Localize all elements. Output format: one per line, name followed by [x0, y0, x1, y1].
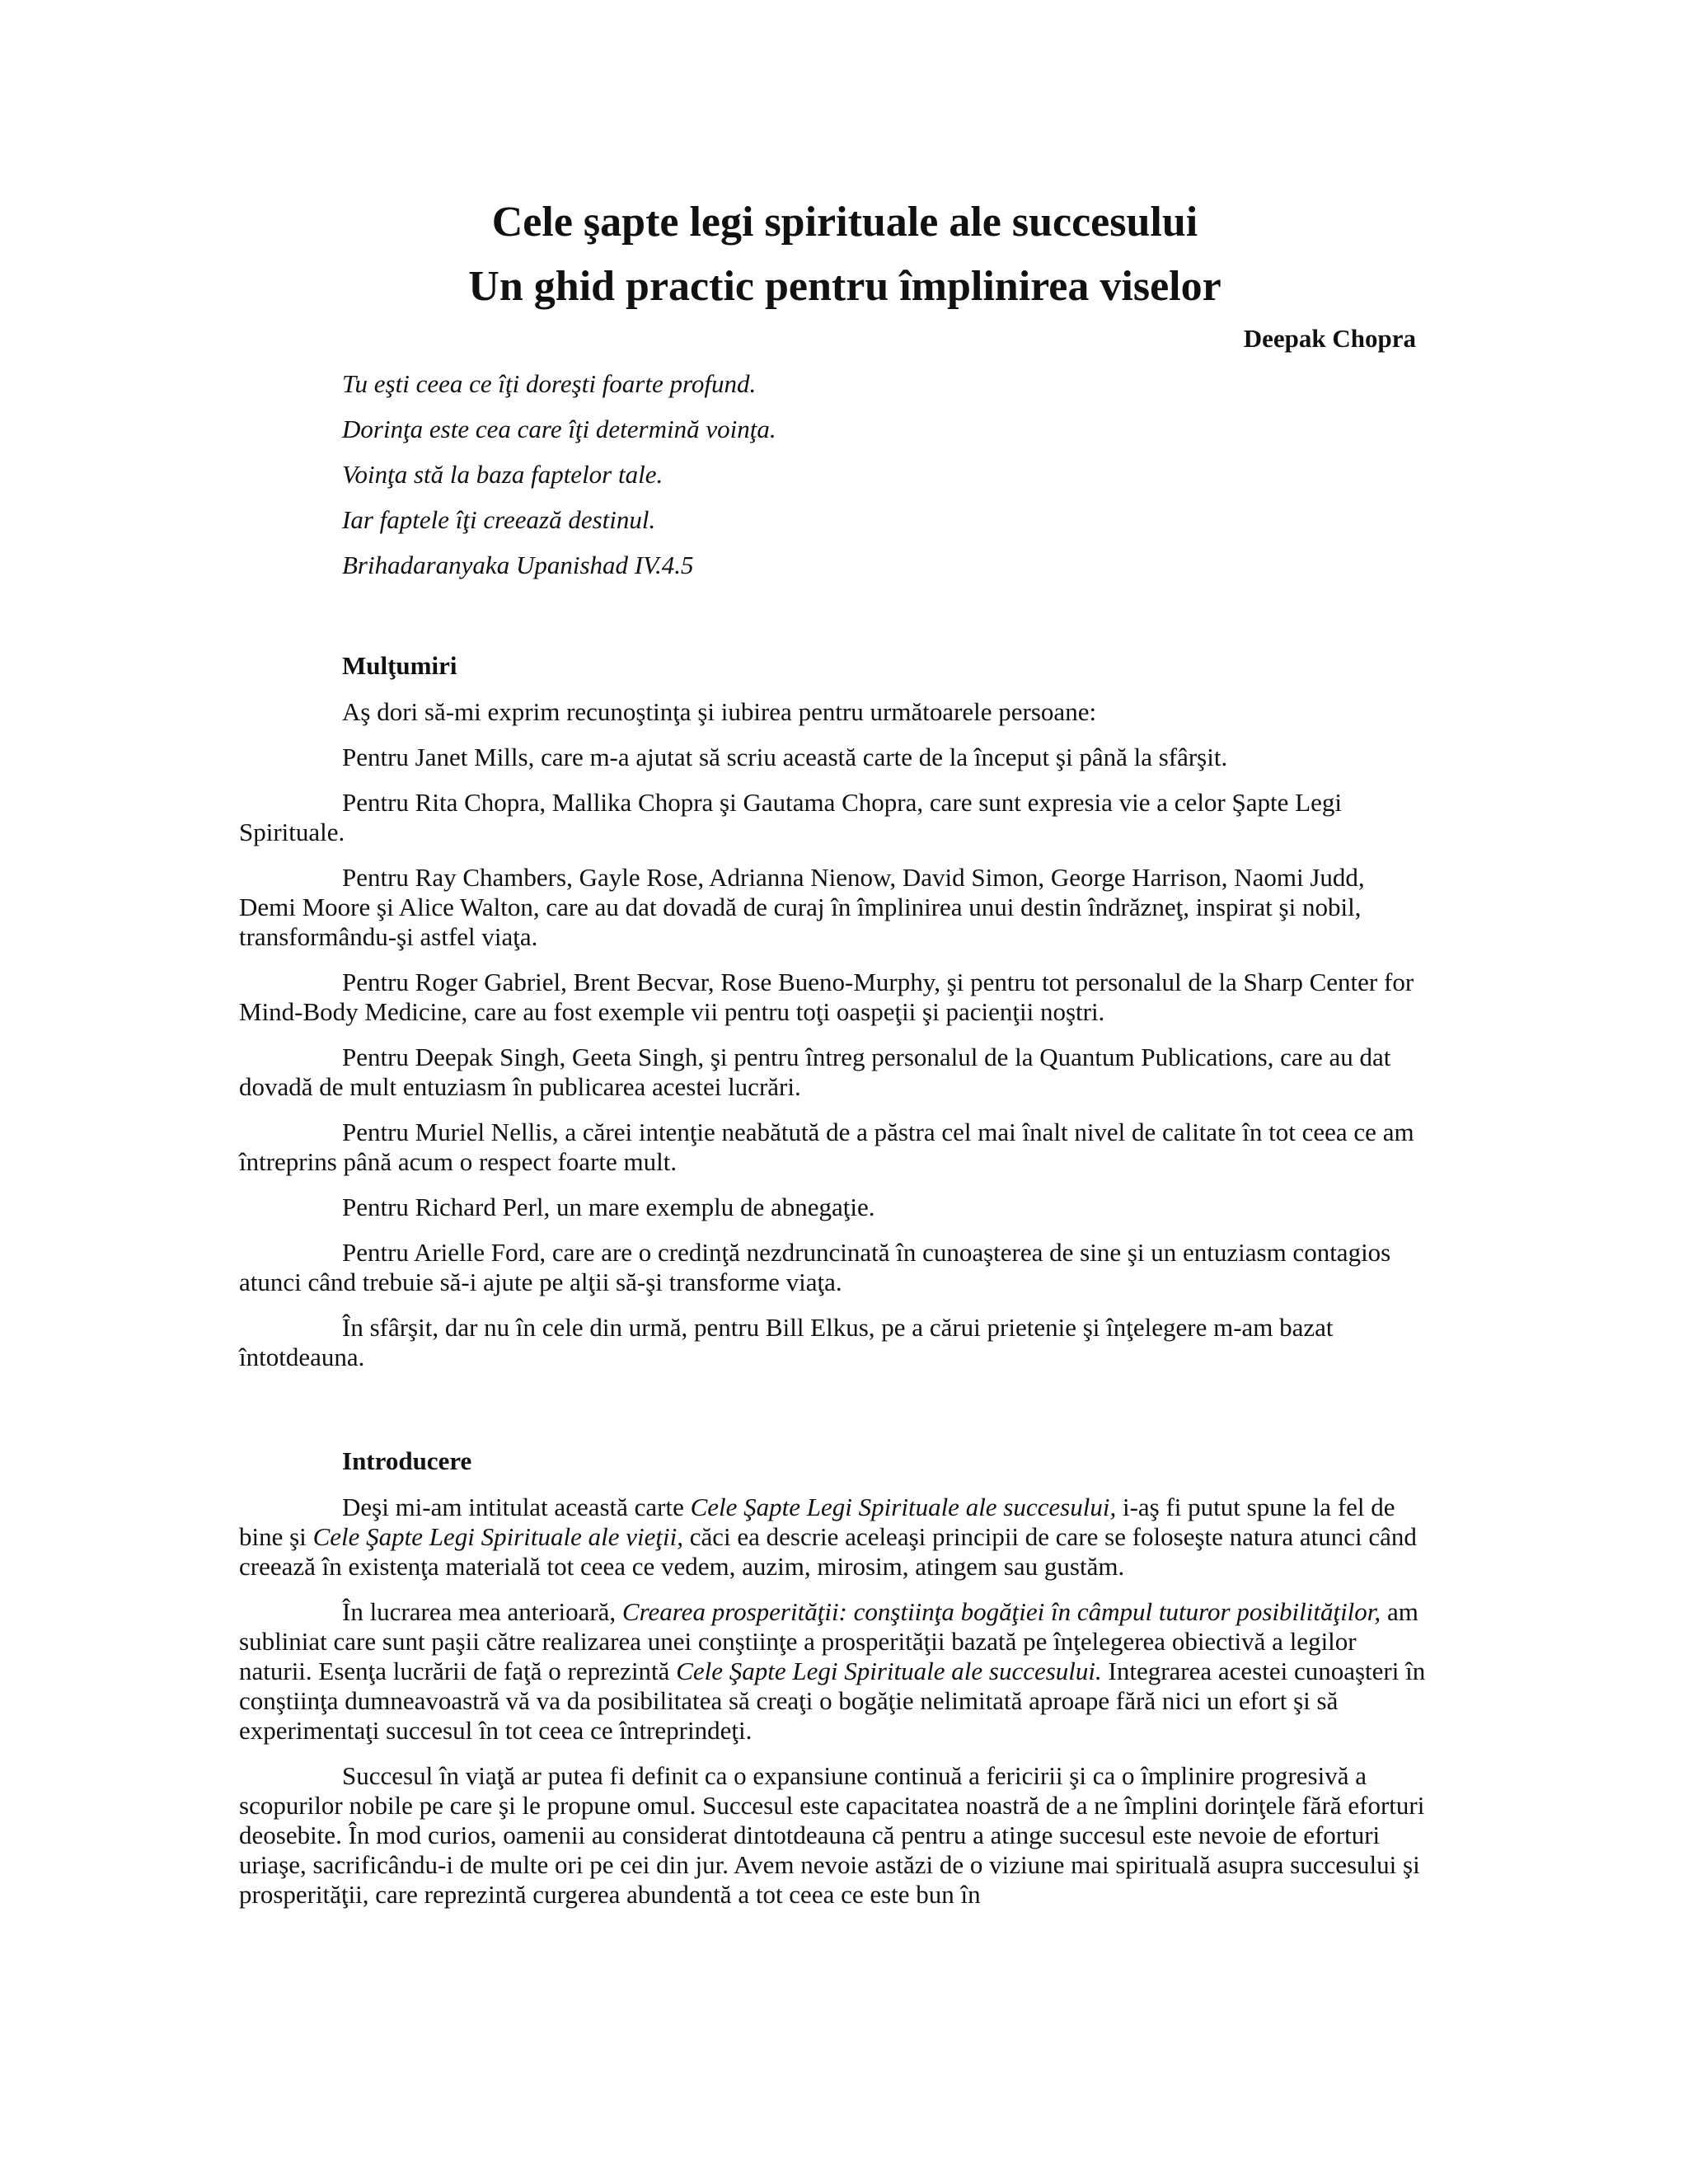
introduction-section: [239, 1446, 1426, 1925]
epigraph-line: Tu eşti ceea ce îţi doreşti foarte profund.: [342, 369, 757, 398]
paragraph: Pentru Muriel Nellis, a cărei intenţie neabătută de a păstra cel mai înalt nivel de calitate în tot ceea ce am întreprins până acum o respect foarte mult.: [239, 1118, 1414, 1176]
title-line-1: Cele şapte legi spirituale ale succesului: [491, 199, 1198, 246]
epigraph: [342, 369, 776, 596]
epigraph-source: Brihadaranyaka Upanishad IV.4.5: [342, 551, 694, 579]
paragraph: Pentru Janet Mills, care m-a ajutat să scriu această carte de la început şi până la sfârşit.: [342, 743, 1228, 771]
book-title: Cele Şapte Legi Spirituale ale succesului,: [690, 1493, 1117, 1521]
paragraph: În lucrarea mea anterioară, Crearea prosperităţii: conştiinţa bogăţiei în câmpul tuturor posibilităţilor, am subliniat care sunt paşii către realizarea unei conştiinţe a prosperităţii bazată pe înţelegerea obiectivă a legilor naturii. Esenţa lucrării de faţă o reprezintă Cele Şapte Legi Spirituale ale succesului. Integrarea acestei cunoaşteri în conştiinţa dumneavoastră vă va da posibilitatea să creaţi o bogăţie nelimitată aproape fără nici un efort şi să experimentaţi succesul în tot ceea ce întreprindeţi.: [239, 1597, 1426, 1745]
acknowledgements-section: [239, 651, 1426, 1388]
paragraph: Pentru Rita Chopra, Mallika Chopra şi Gautama Chopra, care sunt expresia vie a celor Şapte Legi Spirituale.: [239, 788, 1342, 846]
book-title: Crearea prosperităţii: conştiinţa bogăţiei în câmpul tuturor posibilităţilor,: [621, 1597, 1381, 1626]
paragraph: Succesul în viaţă ar putea fi definit ca o expansiune continuă a fericirii şi ca o împlinire progresivă a scopurilor nobile pe care şi le propune omul. Succesul este capacitatea noastră de a ne împlini dorinţele fără eforturi deosebite. În mod curios, oamenii au considerat dintotdeauna că pentru a atinge succesul este nevoie de eforturi uriaşe, sacrificându-i de multe ori pe cei din jur. Avem nevoie astăzi de o viziune mai spirituală asupra succesului şi prosperităţii, care reprezintă curgerea abundentă a tot ceea ce este bun în: [239, 1761, 1425, 1909]
paragraph: Pentru Arielle Ford, care are o credinţă nezdruncinată în cunoaşterea de sine şi un entuziasm contagios atunci când trebuie să-i ajute pe alţii să-şi transforme viaţa.: [239, 1238, 1391, 1296]
epigraph-line: Dorinţa este cea care îţi determină voinţa.: [342, 415, 776, 443]
paragraph: Pentru Richard Perl, un mare exemplu de abnegaţie.: [342, 1193, 875, 1221]
title-line-2: Un ghid practic pentru împlinirea viselor: [468, 263, 1221, 310]
author: Deepak Chopra: [1243, 324, 1416, 353]
paragraph: Pentru Deepak Singh, Geeta Singh, şi pentru întreg personalul de la Quantum Publications, care au dat dovadă de mult entuziasm în publicarea acestei lucrări.: [239, 1043, 1391, 1101]
epigraph-line: Voinţa stă la baza faptelor tale.: [342, 460, 663, 489]
acknowledgements-heading: Mulţumiri: [342, 651, 457, 680]
paragraph: În sfârşit, dar nu în cele din urmă, pentru Bill Elkus, pe a cărui prietenie şi înţelegere m-am bazat întotdeauna.: [239, 1313, 1334, 1371]
epigraph-line: Iar faptele îţi creează destinul.: [342, 505, 656, 534]
paragraph: Aş dori să-mi exprim recunoştinţa şi iubirea pentru următoarele persoane:: [342, 697, 1097, 726]
paragraph: Pentru Ray Chambers, Gayle Rose, Adrianna Nienow, David Simon, George Harrison, Naomi Judd, Demi Moore şi Alice Walton, care au dat dovadă de curaj în împlinirea unui destin îndrăzneţ, inspirat şi nobil, transformându-şi astfel viaţa.: [239, 863, 1365, 951]
paragraph: Deşi mi-am intitulat această carte Cele Şapte Legi Spirituale ale succesului, i-aş fi putut spune la fel de bine şi Cele Şapte Legi Spirituale ale vieţii, căci ea descrie aceleaşi principii de care se foloseşte natura atunci când creează în existenţa materială tot ceea ce vedem, auzim, mirosim, atingem sau gustăm.: [239, 1493, 1417, 1581]
book-title: Cele Şapte Legi Spirituale ale succesului.: [676, 1657, 1102, 1685]
introduction-heading: Introducere: [342, 1446, 472, 1475]
book-title: Cele Şapte Legi Spirituale ale vieţii,: [312, 1522, 683, 1551]
paragraph: Pentru Roger Gabriel, Brent Becvar, Rose Bueno-Murphy, şi pentru tot personalul de la Sharp Center for Mind-Body Medicine, care au fost exemple vii pentru toţi oaspeţii şi pacienţii noştri.: [239, 968, 1414, 1026]
